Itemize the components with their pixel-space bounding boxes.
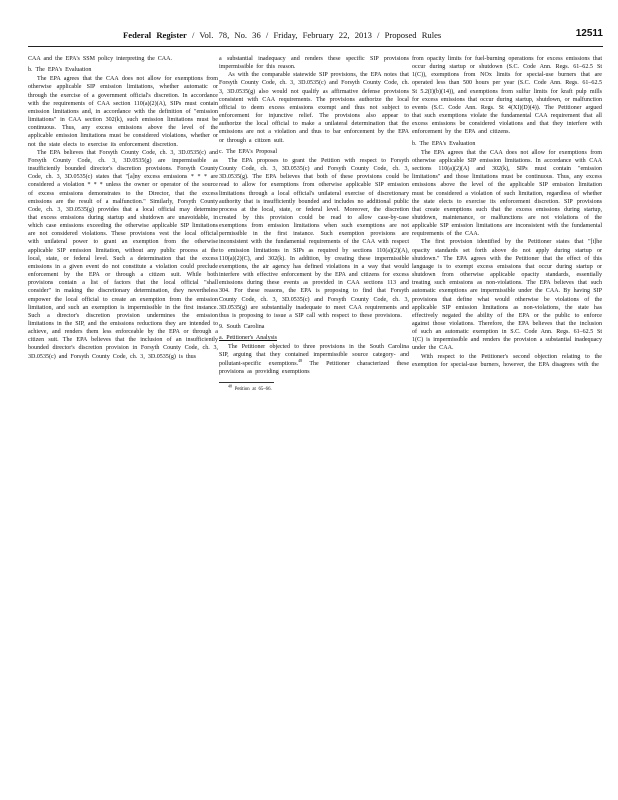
register-word: Register	[156, 30, 187, 40]
issue-info: / Vol. 78, No. 36 / Friday, February 22, 2013 / Proposed Rules	[192, 30, 442, 40]
footnote-text: Petition at 65–66.	[234, 386, 272, 392]
journal-name: Federal	[123, 30, 152, 40]
page-header	[28, 30, 603, 44]
footnote-number: 48	[228, 383, 232, 389]
paragraph: The EPA agrees that the CAA does not allow for exemptions from otherwise applicable SIP emission limitations. In accordance with CAA sections 110(a)(2)(A) and 302(k), SIPs must contain "emission limitations" and those limitations must be continuous. Thus, any excess emissions above the level of the applicable SIP emission limitation must be considered a violation of such limitation, regardless of whether the state elects to exercise its enforcement discretion. SIP provisions that create exemptions such that the excess emissions during startup, shutdown, maintenance, or malfunctions are not violations of the applicable SIP emission limitations are inconsistent with the fundamental requirements of the CAA.	[412, 149, 602, 238]
section-heading: b. The EPA's Evaluation	[412, 140, 476, 147]
footnote-marker[interactable]: 48	[298, 357, 303, 363]
paragraph: from opacity limits for fuel-burning operations for excess emissions that occur during startup or shutdown (S.C. Code Ann. Regs. 61–62.5 St 1(C)), exemptions from NOx limits for special-use burners that are operated less than 500 hours per year (S.C. Code Ann. Regs. 61–62.5 St 5.2(I)(b)(14)), and exemptions from sulfur limits for kraft pulp mills for excess emissions that occur during startup, shutdown, or malfunction events (S.C. Code Ann. Regs. St 4(XI)(D)(4)). The Petitioner argued that such exemptions violate the fundamental CAA requirement that all excess emissions be considered violations and that they interfere with enforcement by the EPA and citizens.	[412, 56, 602, 136]
paragraph: CAA and the EPA's SSM policy interpreting the CAA.	[28, 56, 173, 62]
page-number: 12511	[575, 28, 603, 39]
footnote	[219, 383, 409, 393]
paragraph: The EPA proposes to grant the Petition with respect to Forsyth County Code, ch. 3, 3D.0535(c) and Forsyth County Code, ch. 3, 3D.0535(g). The EPA believes that both of these provisions could be read to allow for exemptions from otherwise applicable SIP emission limitations through a local official's unilateral exercise of discretionary authority that is insufficiently bounded and includes no additional public process at the local, state, or federal level. Moreover, the discretion created by this provision could be read to allow case-by-case exemptions from emission limitations when such exemptions are not permissible in the first instance. Such exemption provisions are inconsistent with the fundamental requirements of the CAA with respect to emission limitations in SIPs as required by sections 110(a)(2)(A), 110(a)(2)(C), and 302(k). In addition, by creating these impermissible exemptions, the air agency has defined violations in a way that would interfere with effective enforcement by the EPA and citizens for excess emissions during these events as provided in CAA sections 113 and 304. For these reasons, the EPA is proposing to find that Forsyth County Code, ch. 3, 3D.0535(c) and Forsyth County Code, ch. 3, 3D.0535(g) are substantially inadequate to meet CAA requirements and thus is proposing to issue a SIP call with respect to these provisions.	[219, 157, 409, 319]
section-heading: c. The EPA's Proposal	[219, 148, 277, 155]
paragraph: The EPA believes that Forsyth County Code, ch. 3, 3D.0535(c) and Forsyth County Code, ch. 3, 3D.0535(g) are impermissible as insufficiently bounded director's discretion provisions. Forsyth County Code, ch. 3, 3D.0535(c) states that "[a]ny excess emissions * * * are considered a violation * * * unless the owner or operator of the source of excess emissions demonstrates to the Director, that the excess emissions are the result of a malfunction." Similarly, Forsyth County Code, ch. 3, 3D.0535(g) provides that a local official may determine that excess emissions during startup and shutdown are unavoidable, in which case emissions exceeding the otherwise applicable SIP limitations are not considered violations. These provisions vest the local official with unilateral power to grant an exemption from the otherwise applicable SIP emission limitation, without any public process at the local, state, or federal level. Such a determination that the excess emissions in a given event do not constitute a violation could preclude enforcement by the EPA or through a citizen suit. While both provisions contain a list of factors that the local official "shall consider" in making the discretionary determination, they nevertheless empower the local official to create an exemption from the emission limitation, and such an exemption is impermissible in the first instance. Such a director's discretion provision undermines the emission limitations in the SIP, and the emissions reductions they are intended to achieve, and renders them less enforceable by the EPA or through a citizen suit. The EPA believes that the inclusion of an insufficiently bounded director's discretion provision in Forsyth County Code, ch. 3, 3D.0535(c) and Forsyth County Code, ch. 3, 3D.0535(g) is thus	[28, 149, 218, 360]
paragraph: As with the comparable statewide SIP provisions, the EPA notes that Forsyth County Code, ch. 3, 3D.0535(c) and Forsyth County Code, ch. 3, 3D.0535(g) also would not qualify as affirmative defense provisions consistent with CAA requirements. The provisions authorize the local official to deem excess emissions exempt and thus not subject to enforcement for injunctive relief. The provisions also appear to authorize the local official to make a unilateral determination that the emissions are not a violation and thus to bar enforcement by the EPA or through a citizen suit.	[219, 72, 409, 144]
paragraph	[219, 343, 409, 376]
subsection-heading: a. Petitioner's Analysis	[219, 335, 278, 342]
paragraph-text: The Petitioner characterized these provisions as providing exemptions	[219, 360, 409, 375]
section-heading: b. The EPA's Evaluation	[28, 67, 92, 74]
paragraph-text: The Petitioner objected to three provisions in the South Carolina SIP, arguing that they contained impermissible source category- and pollutant-specific exemptions.	[219, 344, 409, 367]
paragraph: The EPA agrees that the CAA does not allow for exemptions from otherwise applicable SIP emission limitations, whether automatic or through the exercise of a government official's discretion. In accordance with the requirements of CAA section 110(a)(2)(A), SIPs must contain emission limitations and, in accordance with the definition of "emission limitations" in CAA section 302(k), such emission limitations must be continuous. Thus, any excess emissions above the level of the applicable emission limitations must be considered violations, whether or not the state elects to exercise its enforcement discretion.	[28, 76, 218, 148]
running-head	[123, 30, 441, 40]
paragraph: a substantial inadequacy and renders these specific SIP provisions impermissible for this reason.	[219, 56, 409, 71]
paragraph: The first provision identified by the Petitioner states that "[t]he opacity standards set forth above do not apply during startup or shutdown." The EPA agrees with the Petitioner that the effect of this language is to exempt excess emissions that occur during startup or shutdown from otherwise applicable opacity standards, essentially treating such emissions as non-violations. The EPA believes that such automatic exemptions are impermissible under the CAA. By having SIP provisions that define what would otherwise be violations of the applicable SIP emission limitations as non-violations, the state has effectively negated the ability of the EPA or the public to enforce against those violations. Therefore, the EPA believes that the inclusion of such an automatic exemption in S.C. Code Ann. Regs. 61–62.5 St 1(C) is impermissible and renders the provision a substantial inadequacy under the CAA.	[412, 239, 602, 352]
section-heading: 9. South Carolina	[219, 324, 265, 330]
column-2	[219, 55, 409, 393]
column-3	[412, 55, 602, 369]
paragraph: With respect to the Petitioner's second objection relating to the exemption for special-use burners, however, the EPA disagrees with the	[412, 353, 602, 368]
header-rule	[28, 46, 603, 47]
column-1	[28, 55, 218, 361]
